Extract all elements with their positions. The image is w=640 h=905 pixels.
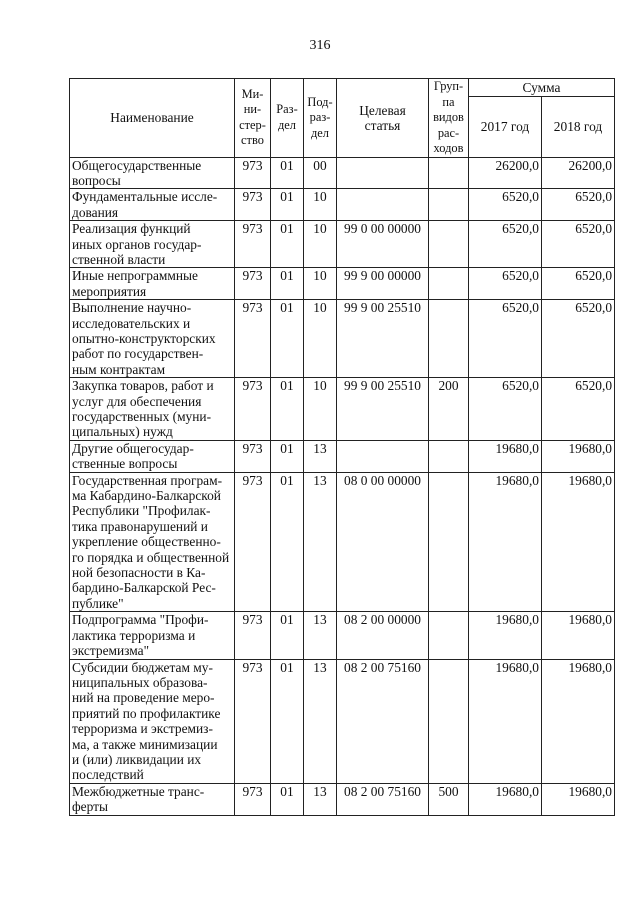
row-ministry: 973: [235, 783, 271, 815]
header-target: [337, 79, 429, 158]
row-sum-2018: 19680,0: [542, 472, 615, 612]
row-expense-group: [429, 612, 469, 659]
row-sum-2017: 6520,0: [469, 221, 542, 268]
row-sum-2018: 19680,0: [542, 440, 615, 472]
header-expense-group: [429, 79, 469, 158]
row-expense-group: [429, 440, 469, 472]
row-expense-group: [429, 300, 469, 378]
row-subsection: 10: [304, 221, 337, 268]
row-section: 01: [271, 659, 304, 783]
header-subsection-text: Под- раз- дел: [307, 94, 333, 140]
row-target: 08 2 00 75160: [337, 783, 429, 815]
row-ministry: 973: [235, 378, 271, 441]
row-subsection: 13: [304, 440, 337, 472]
row-sum-2017: 6520,0: [469, 300, 542, 378]
row-subsection: 13: [304, 612, 337, 659]
row-target: [337, 189, 429, 221]
row-name: Межбюджетные транс- ферты: [70, 783, 235, 815]
row-ministry: 973: [235, 612, 271, 659]
row-target: [337, 157, 429, 189]
table-row: [70, 612, 615, 659]
row-subsection: 00: [304, 157, 337, 189]
header-year-2017: 2017 год: [469, 97, 542, 157]
row-target: 99 0 00 00000: [337, 221, 429, 268]
header-section: [271, 79, 304, 158]
row-sum-2018: 26200,0: [542, 157, 615, 189]
row-sum-2018: 19680,0: [542, 659, 615, 783]
table-row: [70, 378, 615, 441]
row-subsection: 10: [304, 300, 337, 378]
header-ministry: [235, 79, 271, 158]
row-expense-group: [429, 189, 469, 221]
row-target: 08 2 00 00000: [337, 612, 429, 659]
row-ministry: 973: [235, 659, 271, 783]
row-target: 08 0 00 00000: [337, 472, 429, 612]
table-row: [70, 268, 615, 300]
header-name: Наименование: [70, 79, 235, 158]
table-row: [70, 472, 615, 612]
row-target: [337, 440, 429, 472]
row-name: Фундаментальные иссле- дования: [70, 189, 235, 221]
row-section: 01: [271, 300, 304, 378]
row-sum-2017: 19680,0: [469, 440, 542, 472]
row-subsection: 10: [304, 378, 337, 441]
header-section-text: Раз- дел: [276, 102, 298, 132]
row-expense-group: 200: [429, 378, 469, 441]
row-section: 01: [271, 268, 304, 300]
row-sum-2017: 26200,0: [469, 157, 542, 189]
row-target: 99 9 00 25510: [337, 300, 429, 378]
table-row: [70, 221, 615, 268]
header-ministry-text: Ми- ни- стер- ство: [239, 86, 266, 148]
row-name: Подпрограмма "Профи- лактика терроризма и экстремизма": [70, 612, 235, 659]
row-section: 01: [271, 189, 304, 221]
row-sum-2017: 6520,0: [469, 268, 542, 300]
row-sum-2018: 6520,0: [542, 268, 615, 300]
table-body: [70, 157, 615, 815]
row-ministry: 973: [235, 268, 271, 300]
row-section: 01: [271, 612, 304, 659]
row-sum-2017: 6520,0: [469, 378, 542, 441]
header-sum: Сумма: [469, 79, 615, 97]
row-name: Общегосударственные вопросы: [70, 157, 235, 189]
row-expense-group: [429, 472, 469, 612]
row-sum-2018: 6520,0: [542, 378, 615, 441]
table-row: [70, 157, 615, 189]
row-section: 01: [271, 440, 304, 472]
table-row: [70, 783, 615, 815]
table-row: [70, 440, 615, 472]
header-subsection: [304, 79, 337, 158]
row-section: 01: [271, 783, 304, 815]
row-ministry: 973: [235, 440, 271, 472]
row-sum-2017: 19680,0: [469, 612, 542, 659]
row-subsection: 10: [304, 189, 337, 221]
row-sum-2018: 6520,0: [542, 189, 615, 221]
row-subsection: 13: [304, 783, 337, 815]
table-row: [70, 659, 615, 783]
row-sum-2017: 6520,0: [469, 189, 542, 221]
header-target-text: Целевая статья: [359, 102, 406, 133]
row-sum-2017: 19680,0: [469, 783, 542, 815]
row-name: Реализация функций иных органов государ- ственной власти: [70, 221, 235, 268]
row-expense-group: 500: [429, 783, 469, 815]
row-target: 99 9 00 00000: [337, 268, 429, 300]
row-expense-group: [429, 157, 469, 189]
row-ministry: 973: [235, 189, 271, 221]
row-ministry: 973: [235, 300, 271, 378]
table-row: [70, 300, 615, 378]
row-sum-2018: 6520,0: [542, 221, 615, 268]
row-ministry: 973: [235, 221, 271, 268]
row-sum-2017: 19680,0: [469, 472, 542, 612]
row-subsection: 13: [304, 659, 337, 783]
row-target: 08 2 00 75160: [337, 659, 429, 783]
row-name: Другие общегосудар- ственные вопросы: [70, 440, 235, 472]
row-expense-group: [429, 221, 469, 268]
header-expense-group-text: Груп- па видов рас- ходов: [433, 79, 464, 155]
row-sum-2018: 19680,0: [542, 612, 615, 659]
row-ministry: 973: [235, 472, 271, 612]
row-name: Государственная програм- ма Кабардино-Балкарской Республики "Профилак- тика правонарушений и укрепление общественно- го порядка и общественной ной безопасности в Ка- бардино-Балкарской Рес- публике": [70, 472, 235, 612]
table-header: [70, 79, 615, 158]
row-expense-group: [429, 659, 469, 783]
row-ministry: 973: [235, 157, 271, 189]
row-sum-2018: 6520,0: [542, 300, 615, 378]
row-target: 99 9 00 25510: [337, 378, 429, 441]
row-section: 01: [271, 157, 304, 189]
table-row: [70, 189, 615, 221]
row-section: 01: [271, 378, 304, 441]
row-sum-2017: 19680,0: [469, 659, 542, 783]
header-year-2018: 2018 год: [542, 97, 615, 157]
row-name: Иные непрограммные мероприятия: [70, 268, 235, 300]
row-name: Выполнение научно- исследовательских и опытно-конструкторских работ по государствен- ным контрактам: [70, 300, 235, 378]
row-subsection: 10: [304, 268, 337, 300]
row-expense-group: [429, 268, 469, 300]
budget-table: [69, 78, 615, 816]
row-section: 01: [271, 472, 304, 612]
row-sum-2018: 19680,0: [542, 783, 615, 815]
page-number: 316: [309, 38, 331, 53]
row-name: Закупка товаров, работ и услуг для обеспечения государственных (муни- ципальных) нужд: [70, 378, 235, 441]
row-subsection: 13: [304, 472, 337, 612]
row-name: Субсидии бюджетам му- ниципальных образова- ний на проведение меро- приятий по профилактике терроризма и экстремиз- ма, а также минимизации и (или) ликвидации их последствий: [70, 659, 235, 783]
row-section: 01: [271, 221, 304, 268]
